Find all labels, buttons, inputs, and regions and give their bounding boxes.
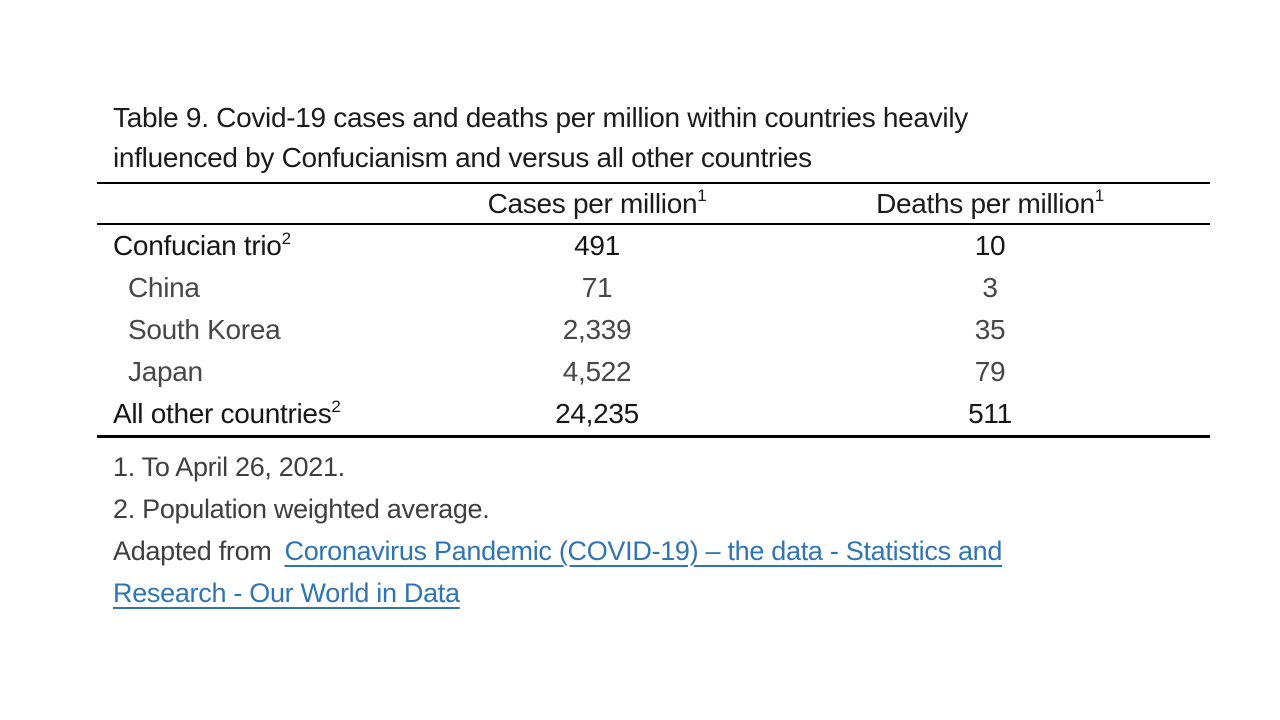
header-deaths-per-million <box>787 188 1210 220</box>
header-deaths-superscript: 1 <box>1094 186 1104 206</box>
table-body <box>97 225 1210 438</box>
cases-value: 4,522 <box>562 356 632 387</box>
table-title-line1: Table 9. Covid-19 cases and deaths per million within countries heavily <box>113 102 968 133</box>
table-header-row <box>97 182 1210 225</box>
row-label <box>97 230 407 262</box>
row-label-text: Japan <box>128 356 203 387</box>
footnote-1: 1. To April 26, 2021. <box>113 452 345 482</box>
row-label <box>97 398 407 430</box>
row-label-superscript: 2 <box>331 396 341 416</box>
data-table <box>97 182 1210 438</box>
table-row-china <box>97 267 1210 309</box>
deaths-value: 79 <box>974 356 1006 387</box>
table-row-all-other-countries <box>97 393 1210 435</box>
deaths-value: 35 <box>974 314 1006 345</box>
source-link-line1[interactable]: Coronavirus Pandemic (COVID-19) – the data - Statistics and <box>284 536 1003 566</box>
row-label-text: Confucian trio <box>113 230 282 261</box>
deaths-value: 511 <box>968 398 1012 429</box>
source-line-2 <box>113 572 1002 614</box>
header-cases-superscript: 1 <box>697 186 707 206</box>
row-label-text: All other countries <box>113 398 332 429</box>
deaths-value: 3 <box>982 272 998 303</box>
table-row-south-korea <box>97 309 1210 351</box>
cases-value: 491 <box>574 230 620 261</box>
row-label-superscript: 2 <box>281 228 291 248</box>
footnotes <box>113 446 1002 614</box>
deaths-value: 10 <box>974 230 1006 261</box>
table-row-confucian-trio <box>97 225 1210 267</box>
table-row-japan <box>97 351 1210 393</box>
cases-value: 2,339 <box>562 314 632 345</box>
row-label-text: South Korea <box>128 314 281 345</box>
row-label <box>97 356 407 388</box>
table-title-line2: influenced by Confucianism and versus all other countries <box>113 142 812 173</box>
row-label-text: China <box>128 272 200 303</box>
header-cases-per-million <box>407 188 787 220</box>
row-label <box>97 272 407 304</box>
footnote-2: 2. Population weighted average. <box>113 494 490 524</box>
row-label <box>97 314 407 346</box>
header-deaths-label: Deaths per million <box>876 187 1095 219</box>
source-line-1 <box>113 530 1002 572</box>
cases-value: 71 <box>581 272 613 303</box>
source-link-line2[interactable]: Research - Our World in Data <box>113 578 460 608</box>
cases-value: 24,235 <box>555 398 639 429</box>
header-cases-label: Cases per million <box>487 187 698 219</box>
table-title <box>113 98 968 178</box>
adapted-from-label: Adapted from <box>113 536 272 566</box>
